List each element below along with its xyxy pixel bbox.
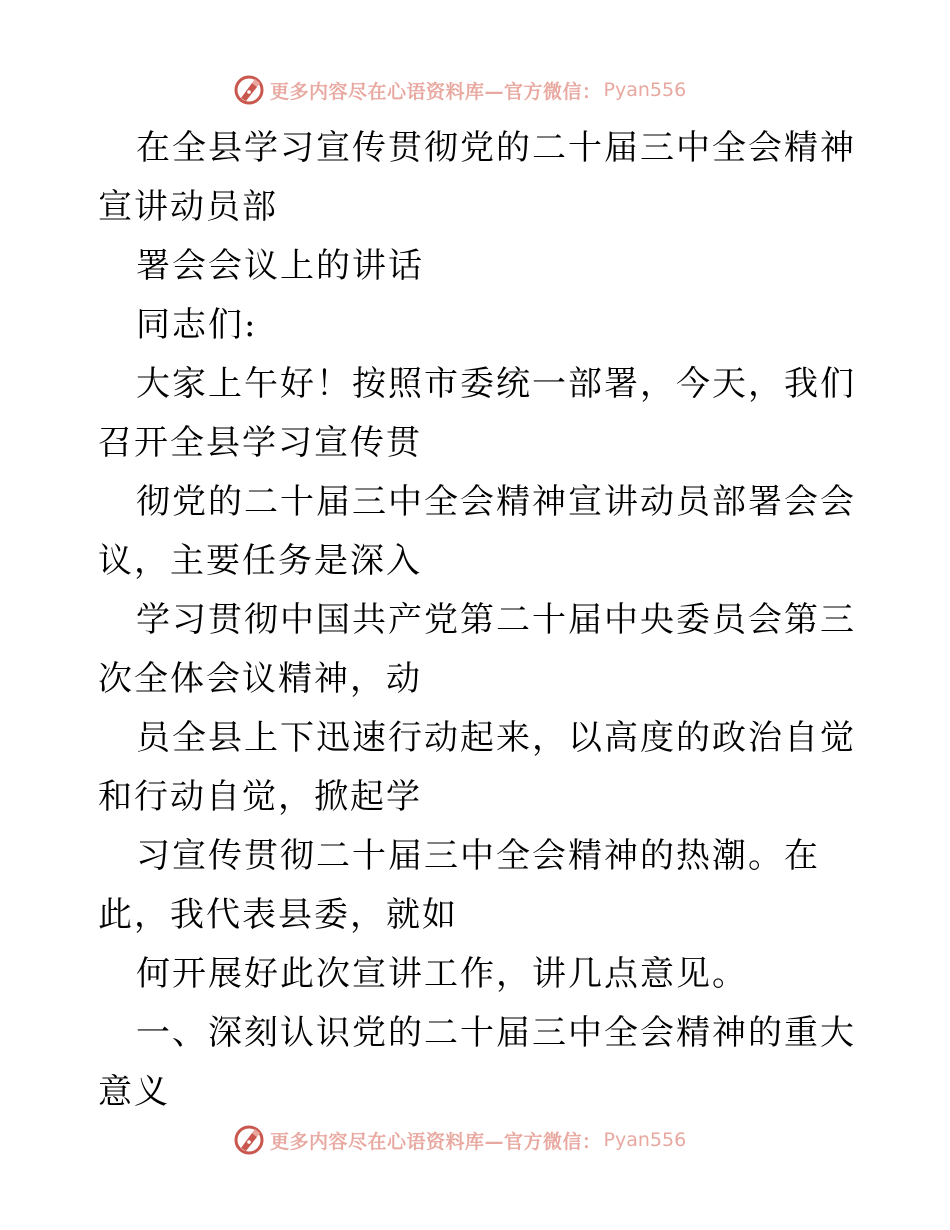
footer-watermark-banner [0, 1120, 950, 1160]
banner-text: 更多内容尽在心语资料库—官方微信： [270, 1130, 602, 1153]
pen-nib-icon [232, 1123, 266, 1157]
body-paragraph: 习宣传贯彻二十届三中全会精神的热潮。在此，我代表县委，就如 [98, 836, 820, 935]
banner-wechat-handle: Pyan556 [603, 79, 687, 101]
header-watermark-banner [0, 70, 950, 110]
body-paragraph: 员全县上下迅速行动起来，以高度的政治自觉和行动自觉，掀起学 [98, 718, 856, 817]
body-paragraph: 大家上午好！按照市委统一部署，今天，我们召开全县学习宣传贯 [98, 364, 856, 463]
body-paragraph: 何开展好此次宣讲工作，讲几点意见。 [136, 954, 748, 994]
document-title-continued: 署会会议上的讲话 [136, 246, 424, 286]
section-heading: 一、深刻认识党的二十届三中全会精神的重大意义 [98, 1013, 856, 1112]
document-body [98, 119, 858, 1122]
banner-wechat-handle: Pyan556 [603, 1129, 687, 1151]
body-paragraph: 学习贯彻中国共产党第二十届中央委员会第三次全体会议精神，动 [98, 600, 856, 699]
pen-nib-icon [232, 73, 266, 107]
salutation: 同志们: [136, 305, 258, 345]
body-paragraph: 彻党的二十届三中全会精神宣讲动员部署会会议，主要任务是深入 [98, 482, 856, 581]
banner-text: 更多内容尽在心语资料库—官方微信： [270, 80, 602, 103]
document-title: 在全县学习宣传贯彻党的二十届三中全会精神宣讲动员部 [98, 128, 856, 227]
